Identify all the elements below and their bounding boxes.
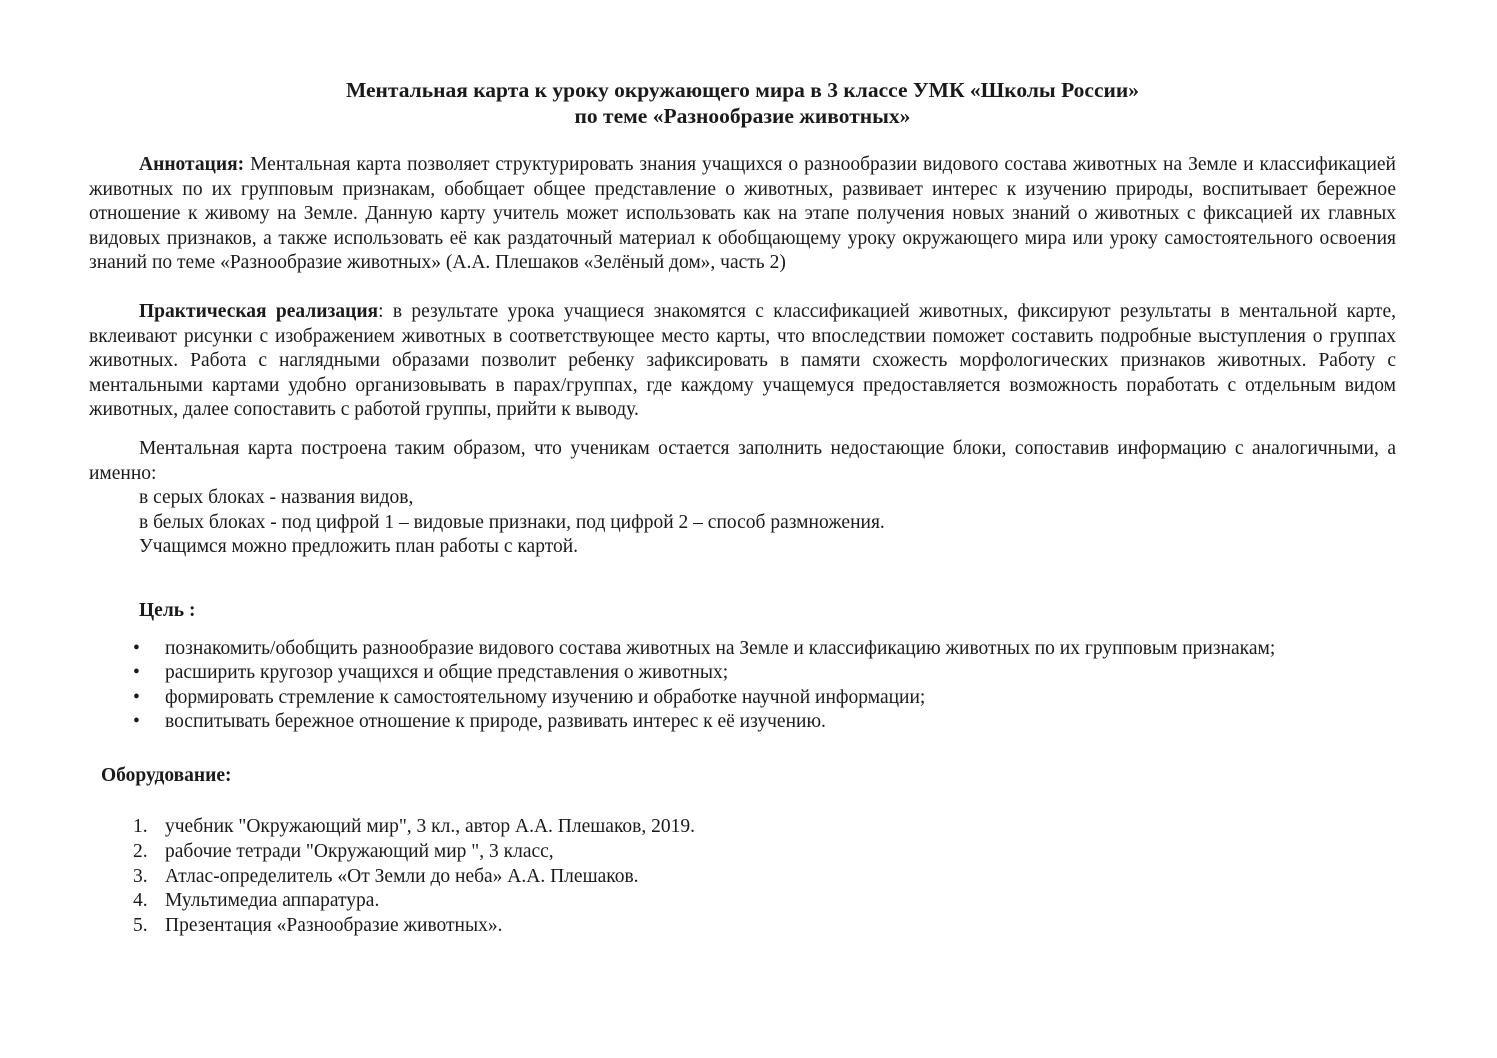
goal-item — [89, 710, 1396, 735]
goal-text: воспитывать бережное отношение к природе, развивать интерес к её изучению. — [165, 711, 826, 733]
equipment-text: Презентация «Разнообразие животных». — [165, 914, 503, 936]
goal-text: познакомить/обобщить разнообразие видового состава животных на Земле и классификацию животных по их групповым признакам; — [165, 637, 1276, 659]
goal-item — [89, 686, 1396, 711]
equipment-number: 4. — [133, 890, 148, 912]
goal-item — [89, 637, 1396, 662]
annotation-paragraph — [89, 153, 1396, 276]
equipment-item — [89, 815, 1396, 840]
equipment-item — [89, 865, 1396, 890]
white-blocks-line: в белых блоках - под цифрой 1 – видовые признаки, под цифрой 2 – способ размножения. — [139, 511, 885, 533]
equipment-text: Атлас-определитель «От Земли до неба» А.А. Плешаков. — [165, 865, 639, 887]
equipment-heading: Оборудование: — [101, 764, 232, 786]
practical-label: Практическая реализация — [139, 300, 379, 322]
bullet-icon: • — [133, 637, 140, 659]
equipment-number: 1. — [133, 816, 148, 838]
equipment-text: рабочие тетради "Окружающий мир ", 3 класс, — [165, 841, 554, 863]
equipment-item — [89, 889, 1396, 914]
goals-list — [89, 637, 1396, 735]
document-page — [89, 77, 1396, 938]
goal-text: формировать стремление к самостоятельному изучению и обработке научной информации; — [165, 686, 926, 708]
equipment-text: учебник "Окружающий мир", 3 кл., автор А.А. Плешаков, 2019. — [165, 816, 696, 838]
work-plan-line: Учащимся можно предложить план работы с картой. — [139, 536, 579, 558]
practical-text: : в результате урока учащиеся знакомятся с классификацией животных, фиксируют результаты в ментальной карте, вклеивают рисунки с изображением животных в соответствующее место карты, что впоследствии поможет составить подробные выступления о группах животных. Работа с наглядными образами позволит ребенку зафиксировать в памяти схожесть морфологических признаков животных. Работу с ментальными картами удобно организовывать в парах/группах, где каждому учащемуся предоставляется возможность поработать с отдельным видом животных, далее сопоставить с работой группы, прийти к выводу. — [89, 300, 1396, 421]
bullet-icon: • — [133, 662, 140, 684]
equipment-number: 2. — [133, 841, 148, 863]
goal-text: расширить кругозор учащихся и общие представления о животных; — [165, 662, 729, 684]
bullet-icon: • — [133, 686, 140, 708]
goal-item — [89, 661, 1396, 686]
equipment-number: 3. — [133, 865, 148, 887]
document-title — [89, 77, 1396, 129]
annotation-text: Ментальная карта позволяет структурировать знания учащихся о разнообразии видового состава животных на Земле и классификацией животных по их групповым признакам, обобщает общее представление о животных, развивает интерес к изучению природы, воспитывает бережное отношение к живому на Земле. Данную карту учитель может использовать как на этапе получения новых знаний о животных с фиксацией их главных видовых признаков, а также использовать её как раздаточный материал к обобщающему уроку окружающего мира или уроку самостоятельного освоения знаний по теме «Разнообразие животных» (А.А. Плешаков «Зелёный дом», часть 2) — [89, 154, 1396, 274]
map-description-paragraph: Ментальная карта построена таким образом, что ученикам остается заполнить недостающие блоки, сопоставив информацию с аналогичными, а именно: — [89, 437, 1396, 484]
equipment-item — [89, 840, 1396, 865]
annotation-label: Аннотация: — [139, 154, 245, 175]
equipment-list — [89, 815, 1396, 938]
equipment-number: 5. — [133, 914, 148, 936]
title-line-2: по теме «Разнообразие животных» — [574, 104, 911, 128]
equipment-item — [89, 914, 1396, 939]
equipment-text: Мультимедиа аппаратура. — [165, 890, 380, 912]
goals-heading: Цель : — [139, 599, 196, 621]
title-line-1: Ментальная карта к уроку окружающего мира в 3 классе УМК «Школы России» — [345, 78, 1140, 102]
practical-paragraph — [89, 300, 1396, 423]
gray-blocks-line: в серых блоках - названия видов, — [139, 487, 414, 509]
bullet-icon: • — [133, 711, 140, 733]
